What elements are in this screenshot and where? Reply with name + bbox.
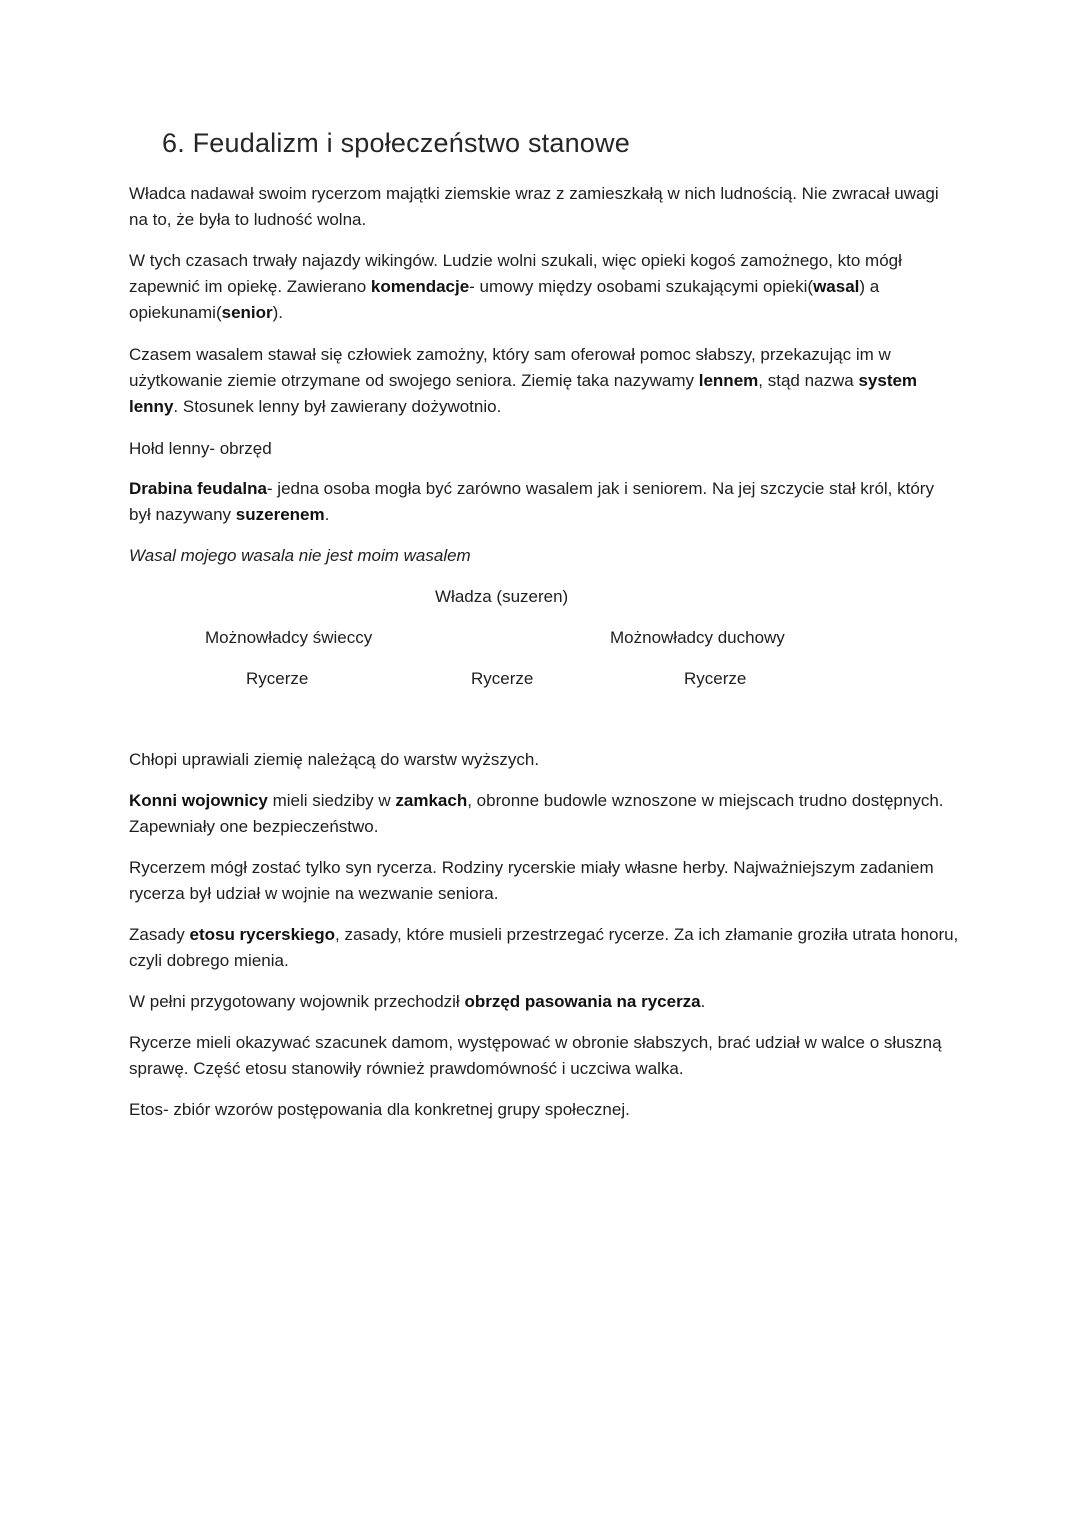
paragraph-feudal-ladder: Drabina feudalna- jedna osoba mogła być zarówno wasalem jak i seniorem. Na jej szczycie stał król, który był nazywany suzerenem. — [129, 479, 934, 524]
term-konni-wojownicy: Konni wojownicy — [129, 791, 268, 810]
term-system-lenny: system lenny — [129, 371, 918, 416]
term-etosu-rycerskiego: etosu rycerskiego — [189, 925, 335, 944]
paragraph-fief-system: Czasem wasalem stawał się człowiek zamożny, który sam oferował pomoc słabszy, przekazując im w użytkowanie ziemie otrzymane od swojego seniora. Ziemię taka nazywamy lennem, stąd nazwa system lenny. Stosunek lenny był zawierany dożywotnio. — [129, 345, 918, 416]
paragraph-land-grants: Władca nadawał swoim rycerzom majątki ziemskie wraz z zamieszkałą w nich ludnością. Nie zwracał uwagi na to, że była to ludność wolna. — [129, 184, 939, 229]
term-obrzed-pasowania: obrzęd pasowania na rycerza — [464, 992, 701, 1011]
diagram-knights-right: Rycerze — [684, 669, 747, 688]
diagram-clerical-lords: Możnowładcy duchowy — [610, 628, 785, 647]
page-title: 6. Feudalizm i społeczeństwo stanowe — [162, 128, 630, 158]
term-suzerenem: suzerenem — [235, 505, 325, 524]
term-drabina-feudalna: Drabina feudalna — [129, 479, 267, 498]
paragraph-knight-duties: Rycerze mieli okazywać szacunek damom, występować w obronie słabszych, brać udział w walce o słuszną sprawę. Część etosu stanowiły również prawdomówność i uczciwa walka. — [129, 1033, 942, 1078]
diagram-knights-center: Rycerze — [471, 669, 534, 688]
paragraph-knighthood: Rycerzem mógł zostać tylko syn rycerza. Rodziny rycerskie miały własne herby. Najważniejszym zadaniem rycerza był udział w wojnie na wezwanie seniora. — [129, 858, 934, 903]
paragraph-castles: Konni wojownicy mieli siedziby w zamkach, obronne budowle wznoszone w miejscach trudno dostępnych. Zapewniały one bezpieczeństwo. — [129, 791, 944, 836]
diagram-knights-left: Rycerze — [246, 669, 309, 688]
term-senior: senior — [221, 303, 273, 322]
diagram-secular-lords: Możnowładcy świeccy — [205, 628, 373, 647]
paragraph-vassal-rule: Wasal mojego wasala nie jest moim wasalem — [129, 546, 471, 565]
diagram-ruler: Władza (suzeren) — [435, 587, 569, 606]
paragraph-homage: Hołd lenny- obrzęd — [129, 439, 272, 458]
paragraph-ethos-definition: Etos- zbiór wzorów postępowania dla konkretnej grupy społecznej. — [129, 1100, 630, 1119]
term-lennem: lennem — [698, 371, 759, 390]
paragraph-peasants: Chłopi uprawiali ziemię należącą do warstw wyższych. — [129, 750, 540, 769]
term-wasal: wasal — [813, 277, 860, 296]
paragraph-commendation: W tych czasach trwały najazdy wikingów. Ludzie wolni szukali, więc opieki kogoś zamożnego, kto mógł zapewnić im opiekę. Zawierano komendacje- umowy między osobami szukającymi opieki(wasal) a opiekunami(senior). — [129, 251, 902, 322]
paragraph-dubbing: W pełni przygotowany wojownik przechodził obrzęd pasowania na rycerza. — [129, 992, 706, 1011]
term-zamkach: zamkach — [395, 791, 468, 810]
term-komendacje: komendacje — [370, 277, 470, 296]
paragraph-chivalry-ethos: Zasady etosu rycerskiego, zasady, które musieli przestrzegać rycerze. Za ich złamanie groziła utrata honoru, czyli dobrego mienia. — [129, 925, 959, 970]
